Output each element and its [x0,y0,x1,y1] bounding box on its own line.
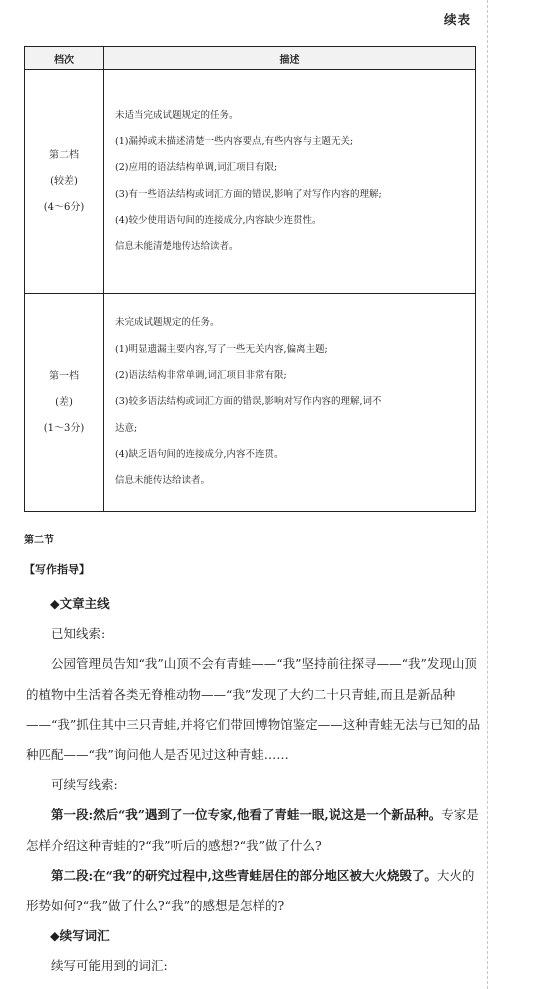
vocab-heading: ◆续写词汇 [50,928,110,944]
level-name: 第一档 [49,370,79,382]
header-level: 档次 [25,47,104,70]
rubric-table [24,46,476,512]
level-score: (4～6分) [43,201,85,213]
paragraph-two-clue [26,861,482,921]
description-line: (4)缺乏语句间的连接成分,内容不连贯。 [115,448,284,460]
description-line: (1)漏掉或未描述清楚一些内容要点,有些内容与主题无关; [115,135,354,147]
main-line-heading: ◆文章主线 [50,596,110,611]
paragraph-two-bold: 第二段:在“我”的研究过程中,这些青蛙居住的部分地区被大火烧毁了。 [51,867,437,883]
description-line: (3)有一些语法结构或词汇方面的错误,影响了对写作内容的理解; [115,188,382,200]
level-name: 第二档 [49,149,79,161]
binding-margin-line [487,0,488,989]
table-row [25,294,476,512]
description-line: 信息未能清楚地传达给读者。 [115,241,239,253]
level-grade: (较差) [50,175,78,187]
table-header-row [25,47,476,70]
header-description: 描述 [104,47,476,70]
description-line: 达意; [115,422,138,434]
paragraph-one-bold: 第一段:然后“我”遇到了一位专家,他看了青蛙一眼,说这是一个新品种。 [51,807,442,823]
description-line: (3)较多语法结构或词汇方面的错误,影响对写作内容的理解,词不 [115,396,382,408]
known-clues-label: 已知线索: [51,626,106,642]
paragraph-two-questions: 大火的形势如何?“我”做了什么?“我”的感想是怎样的? [26,867,475,914]
paragraph-one-clue [26,800,482,860]
description-line: (1)明显遗漏主要内容,写了一些无关内容,偏离主题; [115,343,328,355]
continued-label: 续表 [444,12,472,27]
description-line: 未适当完成试题规定的任务。 [115,109,239,121]
vocab-label: 续写可能用到的词汇: [51,958,168,974]
paragraph-one-questions: 专家是怎样介绍这种青蛙的?“我”听后的感想?“我”做了什么? [26,807,479,853]
description-cell [104,70,476,294]
description-line: 信息未能传达给读者。 [115,475,211,487]
description-line: (4)较少使用语句间的连接成分,内容缺少连贯性。 [115,214,322,226]
description-line: 未完成试题规定的任务。 [115,317,220,329]
level-cell [25,70,104,294]
description-line: (2)语法结构非常单调,词汇项目非常有限; [115,370,287,382]
section-label: 第二节 [24,535,54,546]
level-score: (1～3分) [43,422,85,434]
writing-guide-label: 【写作指导】 [24,563,90,576]
table-row [25,70,476,294]
writing-guide-body [26,589,482,982]
known-clues-text: 公园管理员告知“我”山顶不会有青蛙——“我”坚持前往探寻——“我”发现山顶的植物中生活着各类无脊椎动物——“我”发现了大约二十只青蛙,而且是新品种——“我”抓住其中三只青蛙,并将它们带回博物馆鉴定——这种青蛙无法与已知的品种匹配——“我”询问他人是否见过这种青蛙…… [26,656,481,763]
description-cell [104,294,476,512]
description-line: (2)应用的语法结构单调,词汇项目有限; [115,162,278,174]
level-cell [25,294,104,512]
level-grade: (差) [55,396,73,408]
continue-clues-label: 可续写线索: [51,777,118,793]
